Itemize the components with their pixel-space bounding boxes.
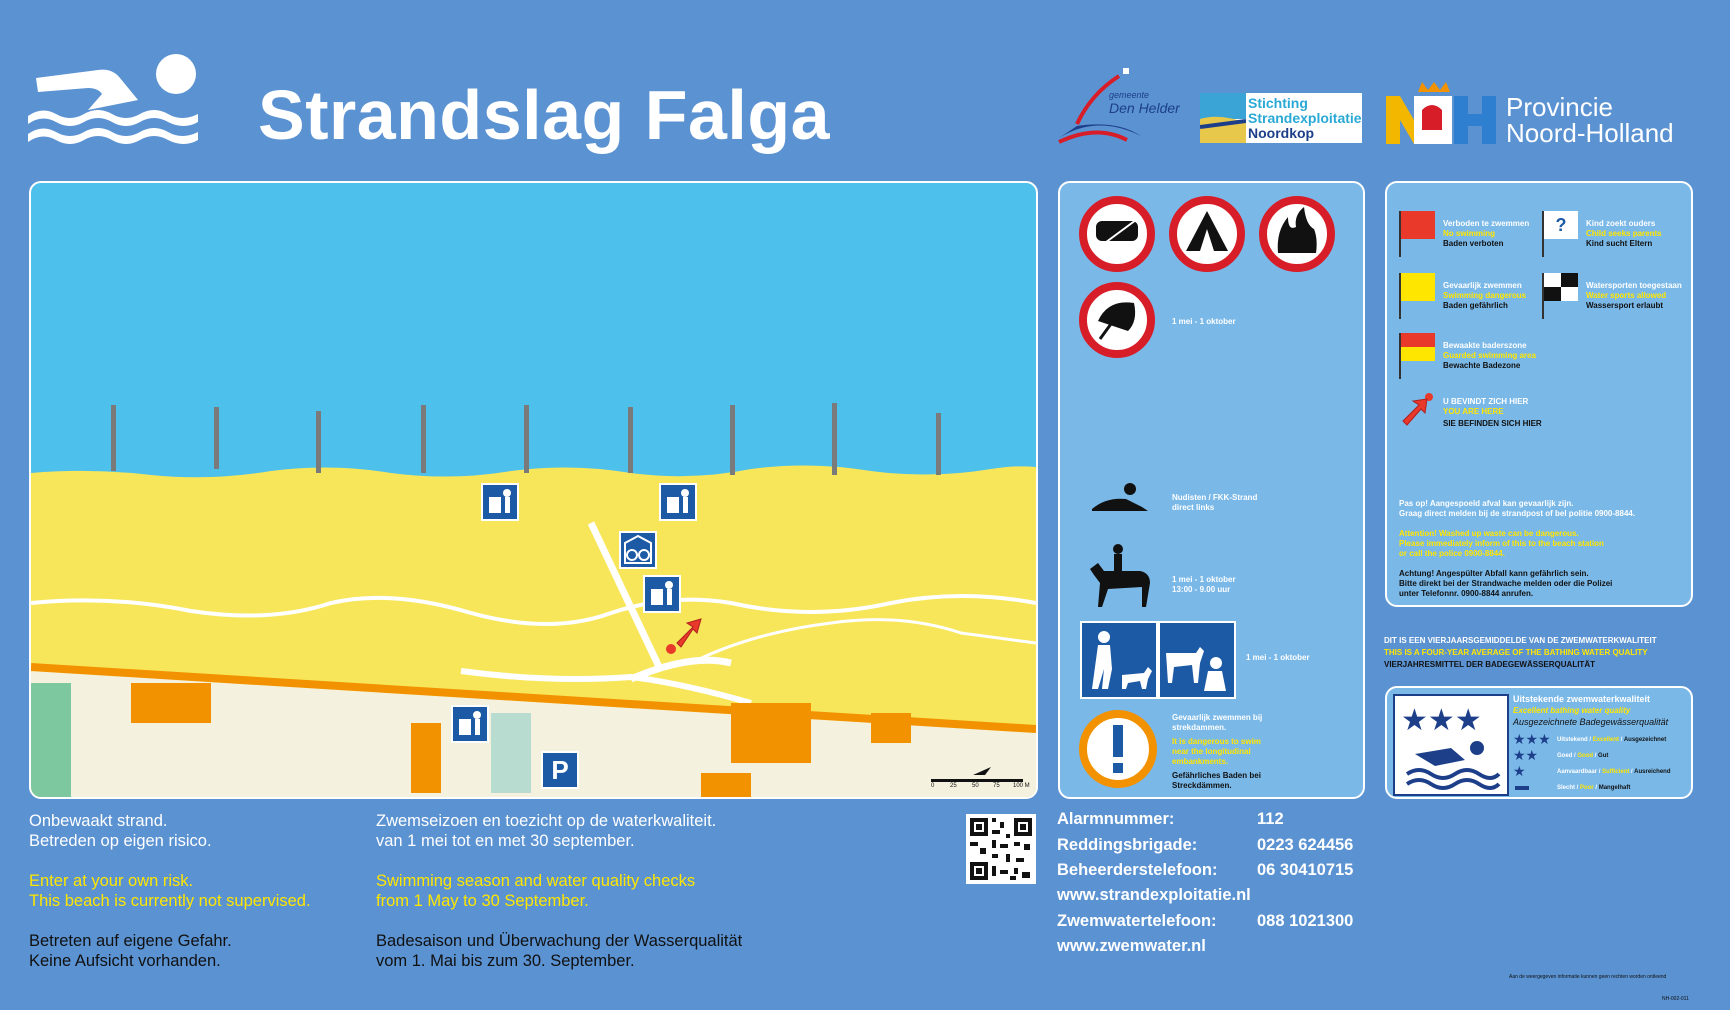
quality-title-en: Excellent bathing water quality [1513, 706, 1631, 715]
level-en: Sufficient [1602, 769, 1630, 775]
quality-title-de: Ausgezeichnete Badegewässerqualität [1513, 717, 1669, 727]
you-are-here-legend-icon [1399, 391, 1435, 427]
provincie-logo [1384, 80, 1694, 146]
water-quality-panel: ★★★ Uitstekende zwemwaterkwaliteit Excellent bathing water quality Ausgezeichnete Badegewässerqualität ★★★ Uitstekend / Excellent / Ausgezeichnet ★★ Goed / Good / Gut ★ Aanvaardbaar / Sufficient / Ausreichend Slecht / Poor / Mangelhaft [1385, 686, 1693, 799]
waste-de-3: unter Telefonnr. 0900-8844 anrufen. [1399, 589, 1534, 598]
map-scale [931, 779, 1031, 795]
nudist-label-2: direct links [1172, 503, 1215, 512]
child-flag-de: Kind sucht Eltern [1586, 239, 1653, 248]
den-helder-label: Den Helder [1109, 100, 1180, 116]
contact-value[interactable]: 112 [1257, 810, 1284, 828]
stichting-line-1: Stichting [1248, 95, 1308, 111]
waste-nl-2: Graag direct melden bij de strandpost of bel politie 0900-8844. [1399, 509, 1636, 518]
here-nl: U BEVINDT ZICH HIER [1443, 397, 1529, 406]
bicycle-parking-icon [619, 531, 657, 569]
info2-de-2: vom 1. Mai bis zum 30. September. [376, 952, 635, 970]
stichting-line-2: Strandexploitatie [1248, 110, 1362, 126]
info2-en-1: Swimming season and water quality checks [376, 872, 696, 890]
nudist-label-1: Nudisten / FKK-Strand [1172, 493, 1258, 502]
child-flag-en: Child seeks parents [1586, 229, 1662, 238]
website-link[interactable]: www.strandexploitatie.nl [1057, 886, 1251, 904]
swimmer-logo-icon [28, 48, 198, 146]
no-camping-icon [1168, 195, 1246, 273]
level-nl: Goed [1557, 753, 1573, 759]
trash-bin-icon [451, 705, 489, 743]
contact-label: Reddingsbrigade: [1057, 836, 1198, 854]
guarded-flag-en: Guarded swimming area [1443, 351, 1536, 360]
warning-exclamation-icon [1078, 709, 1158, 789]
info1-en-1: Enter at your own risk. [29, 872, 194, 890]
contact-value[interactable]: 06 30410715 [1257, 861, 1354, 879]
watersport-flag-de: Wassersport erlaubt [1586, 301, 1664, 310]
red-flag-nl: Verboden te zwemmen [1443, 219, 1530, 228]
quality-title-nl: Uitstekende zwemwaterkwaliteit [1513, 694, 1651, 704]
den-helder-logo [1057, 64, 1193, 144]
dogs-label: 1 mei - 1 oktober [1246, 653, 1310, 662]
watersport-flag-en: Water sports allowed [1586, 291, 1667, 300]
red-flag-en: No swimming [1443, 229, 1496, 238]
here-en: YOU ARE HERE [1443, 407, 1504, 416]
level-de: Ausreichend [1634, 769, 1671, 775]
you-are-here-arrow-icon [663, 617, 703, 657]
info1-en-2: This beach is currently not supervised. [29, 892, 311, 910]
level-en: Poor [1580, 785, 1594, 791]
yellow-flag-icon [1401, 273, 1435, 301]
scale-tick: 0 [931, 783, 935, 789]
yellow-flag-en: Swimming dangerous [1443, 291, 1527, 300]
warning-en-2: near the longitudinal [1172, 747, 1251, 756]
stars-good-icon: ★★ [1513, 748, 1539, 764]
den-helder-small-label: gemeente [1109, 90, 1150, 100]
trash-bin-icon [659, 483, 697, 521]
waste-de-1: Achtung! Angespülter Abfall kann gefährlich sein. [1399, 569, 1589, 578]
north-arrow-icon [971, 763, 1001, 777]
flag-legend-panel [1385, 181, 1693, 607]
trash-bin-icon [481, 483, 519, 521]
level-de: Ausgezeichnet [1623, 737, 1667, 743]
warning-nl-2: strekdammen. [1172, 723, 1227, 732]
contact-label: Beheerderstelefoon: [1057, 861, 1218, 879]
scale-tick: 100 M [1013, 783, 1030, 789]
stichting-logo [1200, 93, 1362, 143]
info1-de-1: Betreten auf eigene Gefahr. [29, 932, 232, 950]
waste-de-2: Bitte direkt bei der Strandwache melden oder die Polizei [1399, 579, 1613, 588]
level-de: Mangelhaft [1598, 785, 1631, 791]
level-de: Gut [1598, 753, 1609, 759]
stichting-line-3: Noordkop [1248, 125, 1315, 141]
beach-map [29, 181, 1038, 799]
disclaimer: Aan de weergegeven informatie kunnen geen rechten worden ontleend [1509, 974, 1667, 980]
stars-excellent-icon: ★★★ [1513, 732, 1551, 748]
provincie-line-1: Provincie [1506, 92, 1613, 122]
no-parasol-icon [1078, 281, 1156, 359]
info2-nl-2: van 1 mei tot en met 30 september. [376, 832, 635, 850]
info-column-2 [376, 811, 816, 971]
parking-icon: P [541, 751, 579, 789]
warning-en-1: It is dangerous to swim [1172, 737, 1261, 746]
poor-bar-icon [1515, 786, 1529, 790]
watersport-flag-nl: Watersporten toegestaan [1586, 281, 1682, 290]
yellow-flag-de: Baden gefährlich [1443, 301, 1508, 310]
svg-text:★★★: ★★★ [1401, 703, 1482, 738]
warning-en-3: embankments. [1172, 757, 1229, 766]
qr-code[interactable] [966, 814, 1036, 884]
red-flag-de: Baden verboten [1443, 239, 1504, 248]
nudist-icon [1086, 479, 1152, 515]
page-title: Strandslag Falga [258, 76, 831, 154]
contact-label: Alarmnummer: [1057, 810, 1175, 828]
contact-value[interactable]: 088 1021300 [1257, 912, 1354, 930]
sign-code: NH-002-011 [1662, 996, 1689, 1002]
stars-sufficient-icon: ★ [1513, 764, 1526, 780]
dog-leash-icon [1080, 621, 1158, 699]
contact-value[interactable]: 0223 624456 [1257, 836, 1354, 854]
child-flag-nl: Kind zoekt ouders [1586, 219, 1656, 228]
no-swimming-float-icon [1078, 195, 1156, 273]
info-column-1 [29, 811, 389, 971]
scale-tick: 75 [993, 783, 1000, 789]
info2-en-2: from 1 May to 30 September. [376, 892, 589, 910]
level-nl: Uitstekend [1557, 737, 1588, 743]
provincie-line-2: Noord-Holland [1506, 118, 1674, 148]
red-flag-icon [1401, 211, 1435, 239]
horse-label-2: 13:00 - 9.00 uur [1172, 585, 1231, 594]
guarded-flag-de: Bewachte Badezone [1443, 361, 1521, 370]
level-en: Excellent [1592, 737, 1620, 743]
scale-tick: 25 [950, 783, 957, 789]
quality-badge [1393, 694, 1509, 796]
yellow-flag-nl: Gevaarlijk zwemmen [1443, 281, 1522, 290]
contact-label: Zwemwatertelefoon: [1057, 912, 1217, 930]
season-label: 1 mei - 1 oktober [1172, 317, 1236, 326]
quality-average-en: THIS IS A FOUR-YEAR AVERAGE OF THE BATHING WATER QUALITY [1384, 648, 1648, 657]
quality-average-de: VIERJAHRESMITTEL DER BADEGEWÄSSERQUALITÄT [1384, 660, 1595, 669]
level-nl: Slecht [1557, 785, 1576, 791]
horse-rider-icon [1084, 543, 1156, 609]
warning-de-1: Gefährliches Baden bei [1172, 771, 1261, 780]
here-de: SIE BEFINDEN SICH HIER [1443, 419, 1542, 428]
no-fire-icon [1258, 195, 1336, 273]
info2-de-1: Badesaison und Überwachung der Wasserqualität [376, 932, 743, 950]
watersport-flag-icon [1544, 273, 1578, 301]
child-flag-icon: ? [1544, 211, 1578, 239]
map-drawing [31, 183, 1036, 797]
warning-de-2: Streckdämmen. [1172, 781, 1232, 790]
info1-de-2: Keine Aufsicht vorhanden. [29, 952, 221, 970]
dog-waste-icon [1158, 621, 1236, 699]
quality-average-nl: DIT IS EEN VIERJAARSGEMIDDELDE VAN DE ZWEMWATERKWALITEIT [1384, 636, 1657, 645]
waste-en-1: Attention! Washed up waste can be dangerous. [1399, 529, 1579, 538]
waste-en-2: Please immediately inform of this to the beach station [1399, 539, 1604, 548]
scale-tick: 50 [972, 783, 979, 789]
guarded-flag-nl: Bewaakte baderszone [1443, 341, 1527, 350]
red-yellow-flag-icon [1401, 333, 1435, 361]
waste-nl-1: Pas op! Aangespoeld afval kan gevaarlijk zijn. [1399, 499, 1574, 508]
horse-label-1: 1 mei - 1 oktober [1172, 575, 1236, 584]
waste-en-3: or call the police 0900-8844. [1399, 549, 1505, 558]
website-link[interactable]: www.zwemwater.nl [1057, 937, 1206, 955]
level-nl: Aanvaardbaar [1557, 769, 1598, 775]
rules-panel [1058, 181, 1365, 799]
info1-nl-1: Onbewaakt strand. [29, 812, 168, 830]
warning-nl-1: Gevaarlijk zwemmen bij [1172, 713, 1263, 722]
trash-bin-icon [643, 575, 681, 613]
level-en: Good [1577, 753, 1594, 759]
info2-nl-1: Zwemseizoen en toezicht op de waterkwaliteit. [376, 812, 717, 830]
info1-nl-2: Betreden op eigen risico. [29, 832, 212, 850]
